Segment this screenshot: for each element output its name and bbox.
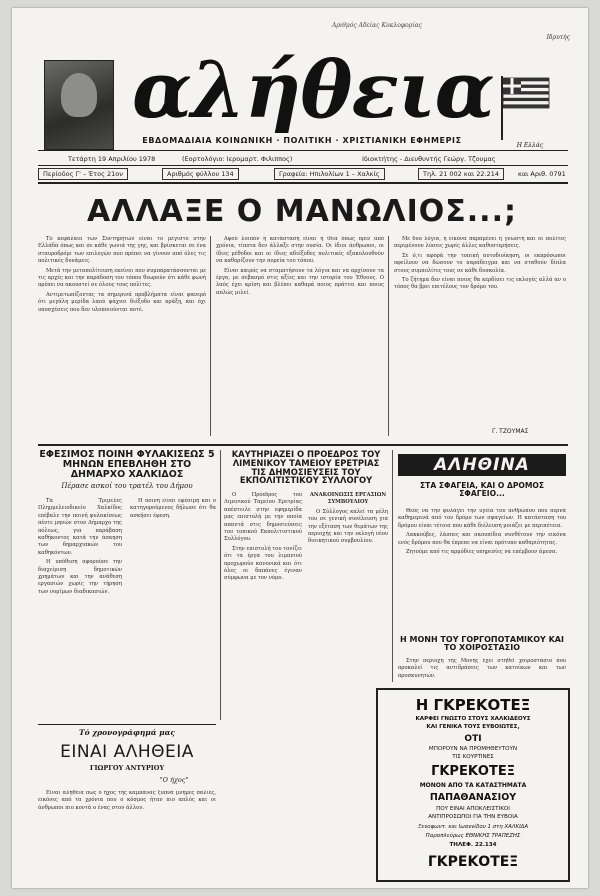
masthead-subtitle: ΕΒΔΟΜΑΔΙΑΙΑ ΚΟΙΝΩΝΙΚΗ · ΠΟΛΙΤΙΚΗ · ΧΡΙΣΤΙΑΝΙΚΗ ΕΦΗΜΕΡΙΣ (142, 136, 462, 145)
lead-signature: Γ. ΤΖΟΥΜΑΣ (492, 428, 529, 435)
aletheina-subhead: ΣΤΑ ΣΦΑΓΕΙΑ, ΚΑΙ Ο ΔΡΟΜΟΣ ΣΦΑΓΕΙΟ... (419, 481, 545, 498)
column-body: Είναι αλήθεια πως ο ήχος της καμπάνας ξυπνά μνήμες παλιές, εικόνες από τα χρόνια που ο κόσμος ήταν πιο απλός και οι άνθρωποι πιο κοντά ο ένας στον άλλον. (38, 790, 216, 811)
masthead-title: αλήθεια (132, 45, 494, 136)
ad-phone: ΤΗΛΕΦ. 22.134 (449, 842, 497, 848)
reg-number: και Αριθ. 0791 (518, 170, 566, 178)
ad-brand-footer: ΓΚΡΕΚΟΤΕΞ (427, 854, 519, 870)
lead-article-col3: Με δυο λόγια, η εικόνα παραμένει η γνωστή και οι πολίτες περιμένουν λύσεις χωρίς άλλες καθυστερήσεις. Σε ό,τι αφορά την τοπική αυτοδιοίκηση, οι εκπρόσωποι οφείλουν να δώσουν το παράδειγμα και να σταθούν δίπλα στους συμπολίτες τους σε κάθε δυσκολία. Το ζήτημα δεν είναι ποιος θα κερδίσει τις εκλογές αλλά αν ο τόπος θα βρει επιτέλους τον δρόμο του. (394, 236, 566, 291)
gorgopotamos-headline: Η ΜΟΝΗ ΤΟΥ ΓΟΡΓΟΠΟΤΑΜΙΚΟΥ ΚΑΙ ΤΟ ΧΟΙΡΟΣΤΑΣΙΟ (400, 635, 564, 653)
newspaper-page (12, 8, 588, 888)
story1-body-col2: Η ποινή είναι εφέσιμη και ο κατηγορούμενος δήλωσε ότι θα ασκήσει έφεση. (130, 498, 216, 519)
period-year: Περίοδος Γ' – Έτος 21ον (38, 168, 128, 180)
aletheina-title: ΑΛΗΘΙΝΑ (398, 454, 566, 476)
issue-date: Τετάρτη 19 Απριλίου 1978 (68, 155, 156, 163)
ad-brand-repeat: ΓΚΡΕΚΟΤΕΞ (431, 764, 515, 779)
flag-caption: Η Ελλάς (516, 142, 544, 149)
flag-note: Ιδρυτής (546, 34, 570, 41)
info-rule (38, 165, 568, 166)
story1-deck: Πέρασε ασκοί του τρατέλ του Δήμου (61, 482, 193, 490)
column-motto: "Ο ήχος" (159, 776, 189, 784)
office-address: Γραφεία: Ηπιλολίων 1 – Χαλκίς (274, 168, 385, 180)
story2-headline: ΚΑΥΤΗΡΙΑΖΕΙ Ο ΠΡΟΕΔΡΟΣ ΤΟΥ ΛΙΜΕΝΙΚΟΥ ΤΑΜΕΙΟΥ ΕΡΕΤΡΙΑΣ ΤΙΣ ΔΗΜΟΣΙΕΥΣΕΙΣ ΤΟΥ ΕΚΠΟΛΙΤΙΣΤΙΚΟΥ ΣΥΛΛΟΓΟΥ (231, 449, 381, 486)
lead-article-col2: Αφού λοιπόν η κατάσταση είναι η ίδια όπως πριν από χρόνια, τίποτα δεν άλλαξε στην ουσία. Οι ίδιοι άνθρωποι, οι ίδιες μέθοδοι και οι ίδιες αδιέξοδες πολιτικές εξακολουθούν να καθορίζουν την πορεία του τόπου. Είναι καιρός να σταματήσουν τα λόγια και να αρχίσουν τα έργα, με σεβασμό στις αξίες και την ιστορία του Έθνους. Ο λαός έχει κρίση και βλέπει καθαρά ποιος πράττει και ποιος απλώς μιλεί. (216, 236, 384, 296)
story1-body-col1: Τα Τριμελές Πλημμελειοδικείο Χαλκίδος επέβαλε την ποινή φυλακίσεως πέντε μηνών στον Δήμαρχο της πόλεως, για παράβαση καθήκοντος κατά την άσκηση των δημαρχιακών του καθηκόντων. Η υπόθεση αφορούσε την διαχείριση δημοτικών χρημάτων και την ανάθεση εργασιών χωρίς την τήρηση των νομίμων διαδικασιών. (38, 498, 122, 595)
lead-article-col1: Το κεφάλαιο των Συντηρητών είναι το μέγιστο στην Ελλάδα όπως και σε κάθε γωνιά της γης, και βρίσκεται σε ένα σταυροδρόμι των επιλογών που πρέπει να γίνουν από όλες τις πολιτικές δυνάμεις. Μετά την μεταπολίτευση εκείνοι που συμπαρατάσσονται με τις αρχές και την παράδοση του τόπου θεωρούν ότι κάθε φωνή πρέπει να ακουστεί σε όλους τους πολίτες. Αντιμετωπίζοντας τα σημερινά προβλήματα είναι φανερό ότι μεγάλη μερίδα λαού ψάχνει διέξοδο και πράξη, και όχι υποσχέσεις που δεν υλοποιούνται ποτέ. (38, 236, 206, 313)
aletheina-body: Θεός να την φυλάγει την υγεία του ανθρώπου που περνά καθημερινά από τον δρόμο των σφαγείων. Η κατάσταση του δρόμου είναι τέτοια που κάθε διέλευση μοιάζει με περιπέτεια. Λακκούβες, λάσπες και σκουπίδια συνθέτουν την εικόνα ενός δρόμου που θα έπρεπε να είναι πρότυπο καθαριότητας. Ζητούμε από τις αρμόδιες υπηρεσίες να επέμβουν άμεσα. (398, 508, 566, 556)
ad-brand: Η ΓΚΡΕΚΟΤΕΞ (415, 696, 531, 714)
phone-numbers: Τηλ. 21 002 και 22.214 (418, 168, 504, 180)
gorgopotamos-body: Στην περιοχή της Μονής έχει στηθεί χοιροστάσιο που προκαλεί τις αντιδράσεις των κατοίκων και των προσκυνητών. (398, 658, 566, 679)
publisher: Ιδιοκτήτης - Διευθυντής Γεώργ. Τζουμας (362, 155, 496, 163)
masthead-rule (38, 150, 568, 151)
feast-day: (Εορτολόγιο: Ιερομαρτ. Φιλιππος) (182, 155, 293, 163)
column-author: ΓΙΩΡΓΟΥ ΑΝΤΥΡΙΟΥ (89, 764, 165, 772)
story2-body-col1: Ο Πρόεδρος του Λιμενικού Ταμείου Ερετρίας απέστειλε στην εφημερίδα μας επιστολή με την οποία απαντά στις δημοσιεύσεις του τοπικού Εκπολιτιστικού Συλλόγου. Στην επιστολή του τονίζει ότι τα έργα του λιμανιού προχωρούν κανονικά και ότι όλες οι δαπάνες έγιναν σύμφωνα με τον νόμο. (224, 492, 302, 582)
ad-store-name: ΠΑΠΑΘΑΝΑΣΙΟΥ (429, 792, 517, 803)
greek-flag-icon (496, 72, 556, 142)
column-title: ΕΙΝΑΙ ΑΛΗΘΕΙΑ (60, 742, 194, 762)
story1-headline: ΕΦΕΣΙΜΟΣ ΠΟΙΝΗ ΦΥΛΑΚΙΣΕΩΣ 5 ΜΗΝΩΝ ΕΠΕΒΛΗΘΗ ΣΤΟ ΔΗΜΑΡΧΟ ΧΑΛΚΙΔΟΣ (39, 449, 215, 480)
grekotex-advertisement: Η ΓΚΡΕΚΟΤΕΞ ΚΑΡΦΕΙ ΓΝΩΣΤΟ ΣΤΟΥΣ ΧΑΛΚΙΔΕΟΥΣ ΚΑΙ ΓΕΝΙΚΑ ΤΟΥΣ ΕΥΒΟΙΩΤΕΣ, ΟΤΙ ΜΠΟΡΟΥΝ ΝΑ ΠΡΟΜΗΘΕΥΤΟΥΝ ΤΙΣ ΚΟΥΡΤΙΝΕΣ ΓΚΡΕΚΟΤΕΞ ΜΟΝΟΝ ΑΠΟ ΤΑ ΚΑΤΑΣΤΗΜΑΤΑ ΠΑΠΑΘΑΝΑΣΙΟΥ ΠΟΥ ΕΙΝΑΙ ΑΠΟΚΛΕΙΣΤΙΚΟΙ ΑΝΤΙΠΡΟΣΩΠΟΙ ΓΙΑ ΤΗΝ ΕΥΒΟΙΑ Ξενοφωντ. και Ιωαννίδου 1 στη ΧΑΛΚΙΔΑ Παραπλεύρως ΕΘΝΙΚΗΣ ΤΡΑΠΕΖΗΣ ΤΗΛΕΦ. 22.134 ΓΚΡΕΚΟΤΕΞ (376, 688, 570, 882)
top-note: Αριθμός Αδείας Κυκλοφορίας (332, 22, 423, 29)
main-headline: ΑΛΛΑΞΕ Ο ΜΑΝΩΛΙΟΣ...; (87, 194, 517, 229)
header-rule (38, 182, 568, 184)
issue-number: Αριθμός φύλλου 134 (162, 168, 239, 180)
column-kicker: Τό χρονογράφημά μας (79, 728, 175, 737)
story2-body-col2: ΑΝΑΚΟΙΝΩΣΙΣ ΕΡΓΑΣΙΩΝ ΣΥΜΒΟΥΛΙΟΥ Ο Σύλλογος καλεί τα μέλη του σε γενική συνέλευση για την εξέταση των θεμάτων της περιοχής και την εκλογή νέου διοικητικού συμβουλίου. (308, 492, 388, 545)
